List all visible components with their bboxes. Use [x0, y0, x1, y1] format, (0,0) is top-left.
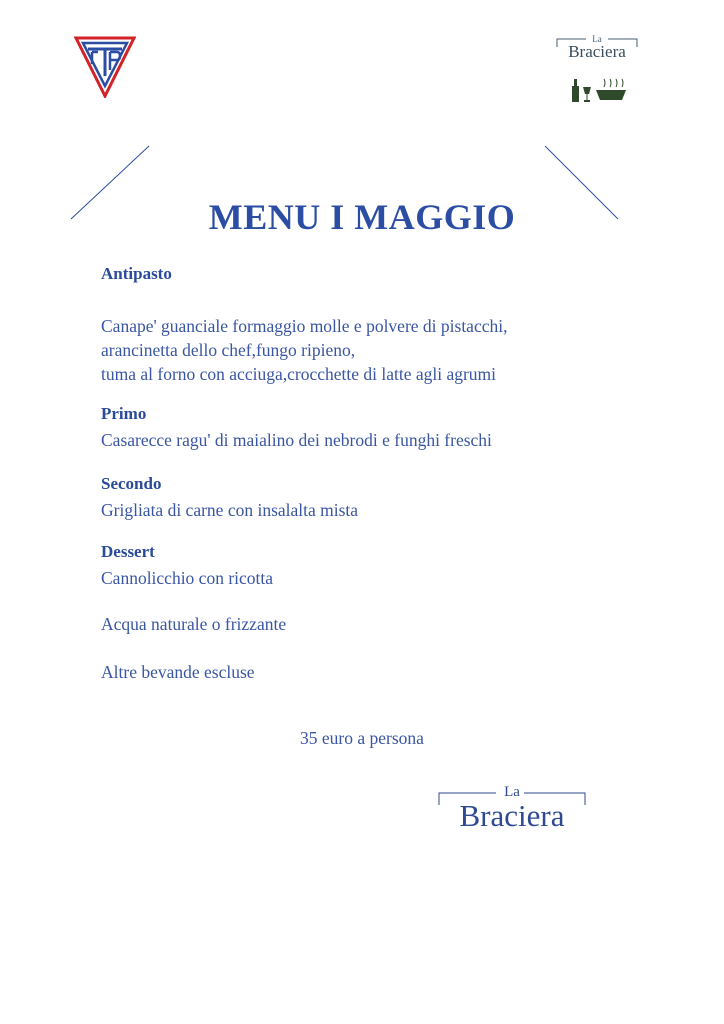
brand-large-la: La: [504, 784, 520, 800]
bottle-icon: [572, 79, 579, 102]
brand-logo-small: [556, 34, 638, 106]
section-body-antipasto: [101, 314, 507, 386]
section-body-secondo: [101, 498, 358, 522]
menu-line: Casarecce ragu' di maialino dei nebrodi e funghi freschi: [101, 430, 492, 450]
section-heading-antipasto: Antipasto: [101, 264, 172, 283]
ctp-logo-icon: [74, 36, 136, 98]
water-note: Acqua naturale o frizzante: [101, 614, 287, 634]
menu-line: arancinetta dello chef,fungo ripieno,: [101, 340, 356, 360]
brand-small-name: Braciera: [568, 42, 626, 61]
brazier-icon: [596, 79, 626, 100]
glass-icon: [583, 87, 591, 102]
section-heading-primo: Primo: [101, 404, 147, 423]
menu-title: MENU I MAGGIO: [208, 197, 516, 237]
brand-icons: [570, 74, 630, 104]
menu-line: Canape' guanciale formaggio molle e polvere di pistacchi,: [101, 316, 508, 336]
drinks-note: Altre bevande escluse: [101, 662, 255, 682]
menu-line: Cannolicchio con ricotta: [101, 568, 274, 588]
section-body-dessert: [101, 566, 273, 590]
brand-large-name: Braciera: [459, 798, 565, 833]
menu-line: Grigliata di carne con insalalta mista: [101, 500, 359, 520]
brand-logo-large: [438, 784, 586, 842]
section-body-primo: [101, 428, 492, 452]
menu-line: tuma al forno con acciuga,crocchette di latte agli agrumi: [101, 364, 497, 384]
price-text: 35 euro a persona: [300, 728, 424, 748]
section-heading-dessert: Dessert: [101, 542, 155, 561]
brand-small-la: La: [592, 34, 602, 44]
section-heading-secondo: Secondo: [101, 474, 162, 493]
